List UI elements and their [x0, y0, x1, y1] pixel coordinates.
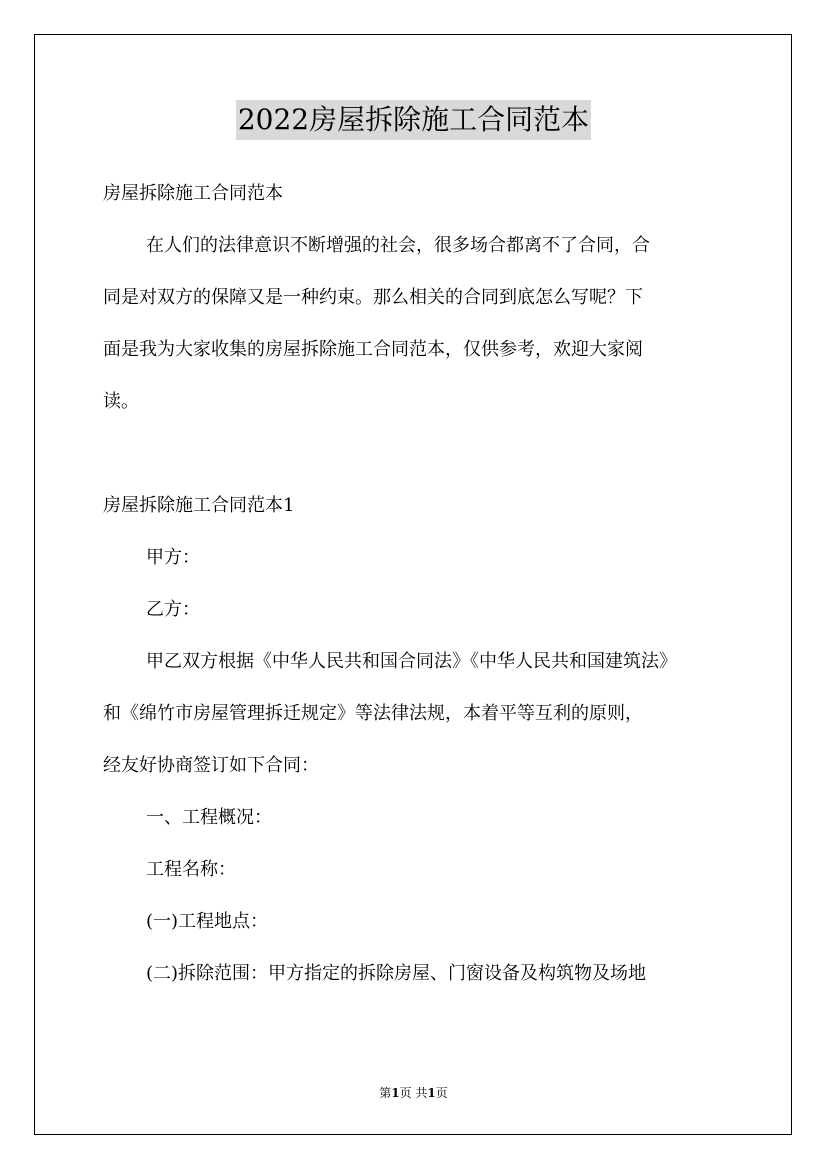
project-location-label: (一)工程地点： [146, 911, 269, 932]
title-container [0, 100, 827, 140]
footer-mid: 页 共 [399, 1086, 428, 1100]
intro-line-2: 同是对双方的保障又是一种约束。那么相关的合同到底怎么写呢？下 [103, 287, 643, 308]
party-b-label: 乙方： [146, 599, 200, 620]
basis-line-3: 经友好协商签订如下合同： [103, 755, 319, 776]
section-heading: 房屋拆除施工合同范本1 [103, 495, 295, 516]
intro-line-3: 面是我为大家收集的房屋拆除施工合同范本，仅供参考，欢迎大家阅 [103, 339, 643, 360]
footer-page-total: 1 [427, 1086, 436, 1100]
clause-1-heading: 一、工程概况： [146, 807, 272, 828]
intro-line-4: 读。 [103, 391, 139, 412]
document-subtitle: 房屋拆除施工合同范本 [103, 183, 283, 204]
document-title: 2022房屋拆除施工合同范本 [236, 100, 591, 140]
demolition-scope-text: (二)拆除范围：甲方指定的拆除房屋、门窗设备及构筑物及场地 [146, 963, 647, 984]
project-name-label: 工程名称： [146, 859, 236, 880]
footer-page-current: 1 [391, 1086, 400, 1100]
footer-prefix: 第 [379, 1086, 392, 1100]
document-body [103, 168, 733, 1000]
basis-line-1: 甲乙双方根据《中华人民共和国合同法》《中华人民共和国建筑法》 [146, 651, 677, 672]
basis-line-2: 和《绵竹市房屋管理拆迁规定》等法律法规，本着平等互利的原则， [103, 703, 643, 724]
footer-suffix: 页 [435, 1086, 448, 1100]
page-footer [0, 1084, 827, 1102]
party-a-label: 甲方： [146, 547, 200, 568]
spacer [103, 428, 733, 480]
intro-line-1: 在人们的法律意识不断增强的社会，很多场合都离不了合同，合 [146, 235, 650, 256]
